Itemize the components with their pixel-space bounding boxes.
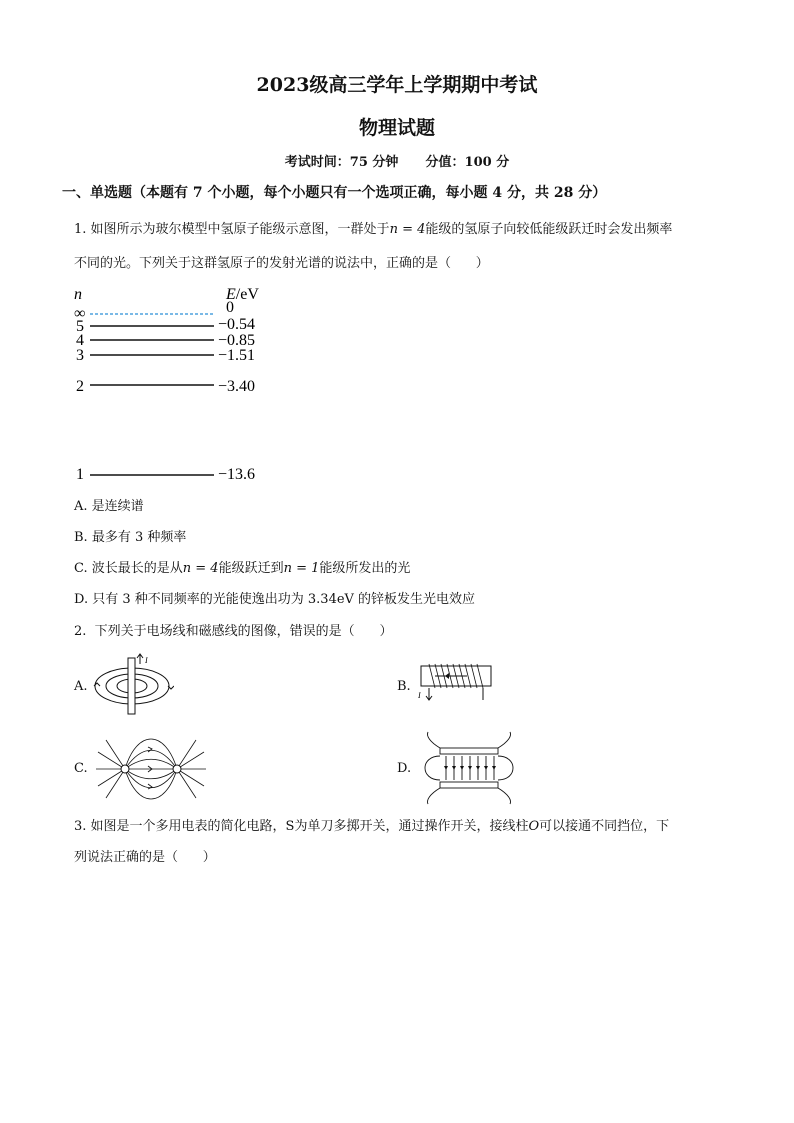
- q2-label-b: B.: [397, 679, 411, 694]
- level-n-1: 1: [76, 466, 84, 483]
- level-e-3: −1.51: [218, 347, 256, 364]
- q1-stem-part1: 如图所示为玻尔模型中氢原子能级示意图，一群处于: [90, 222, 390, 237]
- energy-level-diagram: [70, 282, 290, 487]
- diagram-n-label: n: [74, 286, 82, 303]
- q1-stem-line1: [74, 220, 672, 240]
- q1-option-c-pre: C. 波长最长的是从: [74, 561, 183, 576]
- q1-option-c: [74, 557, 410, 576]
- q1-option-b: B. 最多有 3 种频率: [74, 530, 187, 545]
- q1-option-a: A. 是连续谱: [74, 499, 144, 514]
- level-e-2: −3.40: [218, 378, 256, 395]
- q2-figure-a: [92, 652, 174, 718]
- level-e-inf: 0: [226, 299, 234, 316]
- q2-label-c: C.: [74, 761, 88, 776]
- q2-label-a: A.: [74, 679, 88, 694]
- q2-label-d: D.: [397, 761, 412, 776]
- exam-title: 2023级高三学年上学期期中考试: [256, 74, 538, 96]
- q1-option-c-math1: n = 4: [182, 561, 219, 576]
- q2-b-current-label: I: [418, 691, 421, 700]
- q3-stem-line2: 列说法正确的是（ ）: [74, 850, 216, 865]
- q1-number: 1.: [74, 222, 87, 237]
- q2-figure-b: [415, 660, 497, 702]
- q1-option-d: D. 只有 3 种不同频率的光能使逸出功为 3.34eV 的锌板发生光电效应: [74, 592, 476, 607]
- level-n-4: 4: [76, 332, 84, 349]
- q1-stem-math: n = 4: [389, 222, 426, 237]
- level-n-2: 2: [76, 378, 84, 395]
- q2-stem: 2. 下列关于电场线和磁感线的图像，错误的是（ ）: [74, 624, 393, 639]
- q1-stem-line2: 不同的光。下列关于这群氢原子的发射光谱的说法中，正确的是（ ）: [74, 256, 489, 271]
- q2-a-current-label: I: [145, 656, 148, 665]
- subject-title: 物理试题: [358, 117, 435, 139]
- q2-figure-d: [416, 730, 520, 806]
- q3-line1-pre: 3. 如图是一个多用电表的简化电路，S为单刀多掷开关，通过操作开关，接线柱: [74, 819, 529, 834]
- level-e-4: −0.85: [218, 332, 256, 349]
- q1-option-c-math2: n = 1: [283, 561, 320, 576]
- level-e-1: −13.6: [218, 466, 256, 483]
- section-heading: 一、单选题（本题有 7 个小题，每个小题只有一个选项正确，每小题 4 分，共 28 分）: [62, 185, 607, 201]
- level-n-inf: ∞: [74, 305, 86, 322]
- q3-line1-math: O: [528, 819, 540, 834]
- exam-info: 考试时间：75 分钟 分值：100 分: [284, 155, 510, 170]
- q1-option-c-post: 能级所发出的光: [319, 561, 411, 576]
- level-n-5: 5: [76, 318, 84, 335]
- diagram-e-label: E/eV: [226, 286, 259, 303]
- q3-line1-post: 可以接通不同挡位，下: [539, 819, 670, 834]
- q2-figure-c: [92, 734, 210, 804]
- q1-option-c-mid: 能级跃迁到: [218, 561, 284, 576]
- level-e-5: −0.54: [218, 316, 256, 333]
- level-n-3: 3: [76, 347, 84, 364]
- q1-stem-part2: 能级的氢原子向较低能级跃迁时会发出频率: [425, 222, 673, 237]
- q3-stem-line1: [74, 817, 669, 837]
